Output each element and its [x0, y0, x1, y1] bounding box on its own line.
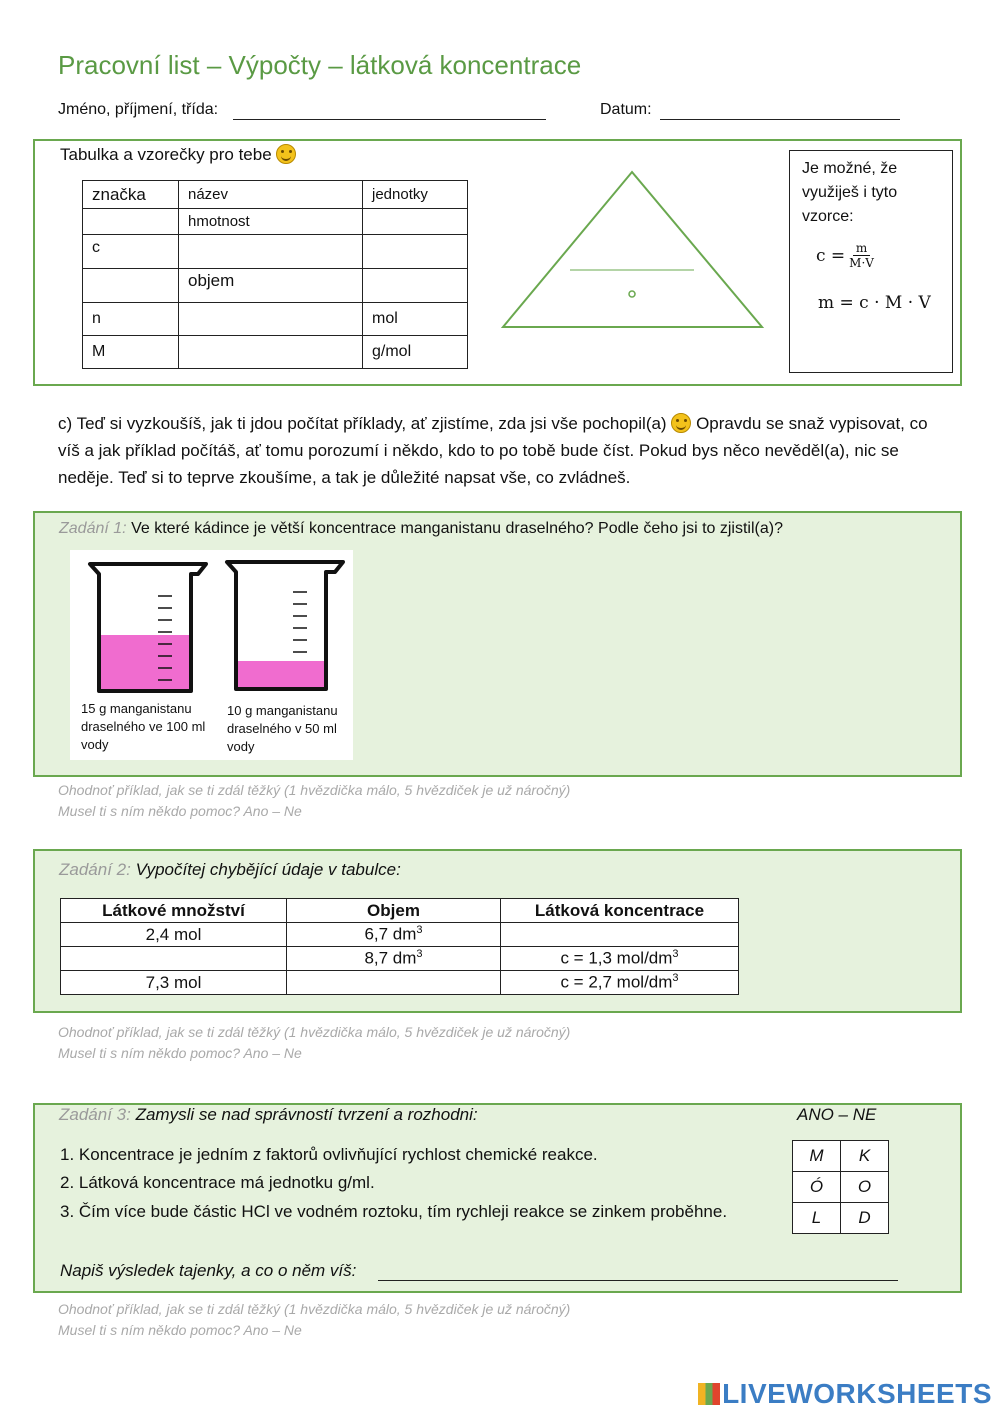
beakers-image — [70, 550, 353, 760]
intro-text-rest: Opravdu se snaž vypisovat, co víš a jak příklad počítáš, ať tomu porozumí i někdo, kdo to po tobě bude číst. Pokud bys něco nevěděl(a), nic se neděje. Teď si to teprve zkoušíme, a tak je důležité napsat vše, co zvládneš. — [58, 414, 928, 487]
table-row — [61, 923, 739, 947]
formula-note-line: vzorce: — [802, 208, 854, 225]
ref-cell: hmotnost — [179, 209, 363, 235]
task2-header: Látkové množství — [61, 899, 287, 923]
formula-numerator: m — [853, 241, 870, 256]
logo-icon — [698, 1383, 720, 1405]
ref-header-units: jednotky — [363, 181, 468, 209]
caption-line: vody — [81, 737, 109, 752]
rating-note: Ohodnoť příklad, jak se ti zdál těžký (1 hvězdička málo, 5 hvězdiček je už náročný) — [58, 782, 571, 798]
ref-cell[interactable] — [83, 209, 179, 235]
task2-answer-cell[interactable] — [287, 971, 501, 995]
task2-header: Látková koncentrace — [501, 899, 739, 923]
ref-cell[interactable] — [363, 235, 468, 269]
formula-mass: m = c · M · V — [818, 293, 931, 313]
caption-line: draselného ve 100 ml — [81, 719, 206, 734]
reference-heading-text: Tabulka a vzorečky pro tebe — [60, 145, 272, 164]
ref-cell[interactable] — [363, 269, 468, 303]
intro-paragraph — [58, 410, 938, 491]
formula-denominator: M·V — [849, 256, 874, 270]
concentration-value: c = 1,3 mol/dm — [560, 948, 673, 968]
task2-cell — [287, 923, 501, 947]
statement-2: 2. Látková koncentrace má jednotku g/ml. — [60, 1173, 375, 1192]
ref-cell[interactable] — [179, 303, 363, 336]
caption-line: vody — [227, 739, 255, 754]
formula-note-line: Je možné, že — [802, 160, 898, 177]
volume-value: 8,7 dm — [364, 948, 417, 968]
ref-cell[interactable] — [363, 209, 468, 235]
task1-heading — [59, 520, 783, 538]
table-row — [61, 947, 739, 971]
solution-prompt: Napiš výsledek tajenky, a co o něm víš: — [60, 1261, 357, 1280]
help-note: Musel ti s ním někdo pomoc? Ano – Ne — [58, 1045, 302, 1061]
task1-label: Zadání 1: — [59, 520, 127, 537]
code-cell[interactable]: M — [793, 1141, 841, 1172]
beaker2-scale — [293, 592, 307, 652]
caption-line: draselného v 50 ml — [227, 721, 337, 736]
code-cell[interactable]: Ó — [793, 1172, 841, 1203]
beakers-drawing — [70, 550, 353, 695]
task2-question: Vypočítej chybějící údaje v tabulce: — [135, 860, 401, 879]
caption-line: 10 g manganistanu — [227, 703, 338, 718]
task2-table — [60, 898, 739, 995]
task3-label: Zadání 3: — [59, 1105, 131, 1124]
ref-cell[interactable] — [179, 336, 363, 369]
concentration-value: c = 2,7 mol/dm — [560, 972, 673, 992]
ref-header-symbol: značka — [83, 181, 179, 209]
reference-table — [82, 180, 468, 369]
beaker1-caption — [81, 700, 205, 754]
ref-cell: M — [83, 336, 179, 369]
help-note: Musel ti s ním někdo pomoc? Ano – Ne — [58, 1322, 302, 1338]
liveworksheets-logo — [698, 1378, 992, 1410]
task1-question: Ve které kádince je větší koncentrace manganistanu draselného? Podle čeho jsi to zjistil(a)? — [131, 520, 783, 537]
unit-exponent: 3 — [416, 924, 423, 937]
formula-box — [789, 150, 953, 373]
ref-cell[interactable] — [179, 235, 363, 269]
beaker2-caption — [227, 702, 338, 756]
ref-cell: mol — [363, 303, 468, 336]
solution-answer-field[interactable] — [378, 1280, 898, 1281]
name-label: Jméno, příjmení, třída: — [58, 101, 219, 118]
formula-concentration — [816, 241, 874, 270]
task2-label: Zadání 2: — [59, 860, 131, 879]
ref-cell: c — [83, 235, 179, 269]
logo-text: LIVEWORKSHEETS — [722, 1378, 992, 1409]
task1-notes — [58, 780, 570, 822]
beaker1-liquid — [99, 635, 191, 691]
formula-fraction — [849, 241, 874, 270]
task3-question: Zamysli se nad správností tvrzení a rozhodni: — [135, 1105, 478, 1124]
code-cell[interactable]: L — [793, 1203, 841, 1234]
answer-header: ANO – NE — [797, 1105, 877, 1124]
beaker2-liquid — [236, 661, 326, 689]
formula-lhs: c = — [816, 245, 846, 266]
formula-triangle — [495, 165, 770, 335]
task2-cell — [501, 947, 739, 971]
volume-value: 6,7 dm — [364, 924, 417, 944]
code-cell[interactable]: O — [841, 1172, 889, 1203]
formula-note-line: využiješ i tyto — [802, 184, 898, 201]
task2-answer-cell[interactable] — [61, 947, 287, 971]
task2-cell — [501, 971, 739, 995]
task2-header: Objem — [287, 899, 501, 923]
ref-cell: objem — [179, 269, 363, 303]
task3-heading — [59, 1105, 478, 1125]
table-row — [61, 971, 739, 995]
help-note: Musel ti s ním někdo pomoc? Ano – Ne — [58, 803, 302, 819]
name-field[interactable] — [233, 119, 546, 120]
unit-exponent: 3 — [672, 948, 679, 961]
task2-cell: 2,4 mol — [61, 923, 287, 947]
triangle-outline — [503, 172, 762, 327]
intro-text: c) Teď si vyzkoušíš, jak ti jdou počítat příklady, ať zjistíme, zda jsi vše pochopil(a) — [58, 414, 667, 433]
date-label: Datum: — [600, 101, 652, 118]
formula-note — [802, 157, 897, 229]
reference-heading — [60, 144, 296, 165]
task2-answer-cell[interactable] — [501, 923, 739, 947]
task3-notes — [58, 1299, 570, 1341]
unit-exponent: 3 — [416, 948, 423, 961]
code-cell[interactable]: D — [841, 1203, 889, 1234]
task2-cell — [287, 947, 501, 971]
wink-icon — [671, 413, 691, 433]
caption-line: 15 g manganistanu — [81, 701, 192, 716]
date-field[interactable] — [660, 119, 900, 120]
statement-1: 1. Koncentrace je jedním z faktorů ovlivňující rychlost chemické reakce. — [60, 1145, 598, 1164]
task2-cell: 7,3 mol — [61, 971, 287, 995]
code-cell[interactable]: K — [841, 1141, 889, 1172]
rating-note: Ohodnoť příklad, jak se ti zdál těžký (1 hvězdička málo, 5 hvězdiček je už náročný) — [58, 1024, 571, 1040]
task2-heading — [59, 860, 401, 880]
smile-icon — [276, 144, 296, 164]
ref-cell: g/mol — [363, 336, 468, 369]
rating-note: Ohodnoť příklad, jak se ti zdál těžký (1 hvězdička málo, 5 hvězdiček je už náročný) — [58, 1301, 571, 1317]
ref-cell[interactable] — [83, 269, 179, 303]
task2-notes — [58, 1022, 570, 1064]
ref-header-name: název — [179, 181, 363, 209]
unit-exponent: 3 — [672, 972, 679, 985]
answer-code-grid — [792, 1140, 889, 1234]
ref-cell: n — [83, 303, 179, 336]
statement-3: 3. Čím více bude částic HCl ve vodném roztoku, tím rychleji reakce se zinkem proběhne. — [60, 1202, 728, 1221]
page-title: Pracovní list – Výpočty – látková koncentrace — [58, 50, 582, 80]
